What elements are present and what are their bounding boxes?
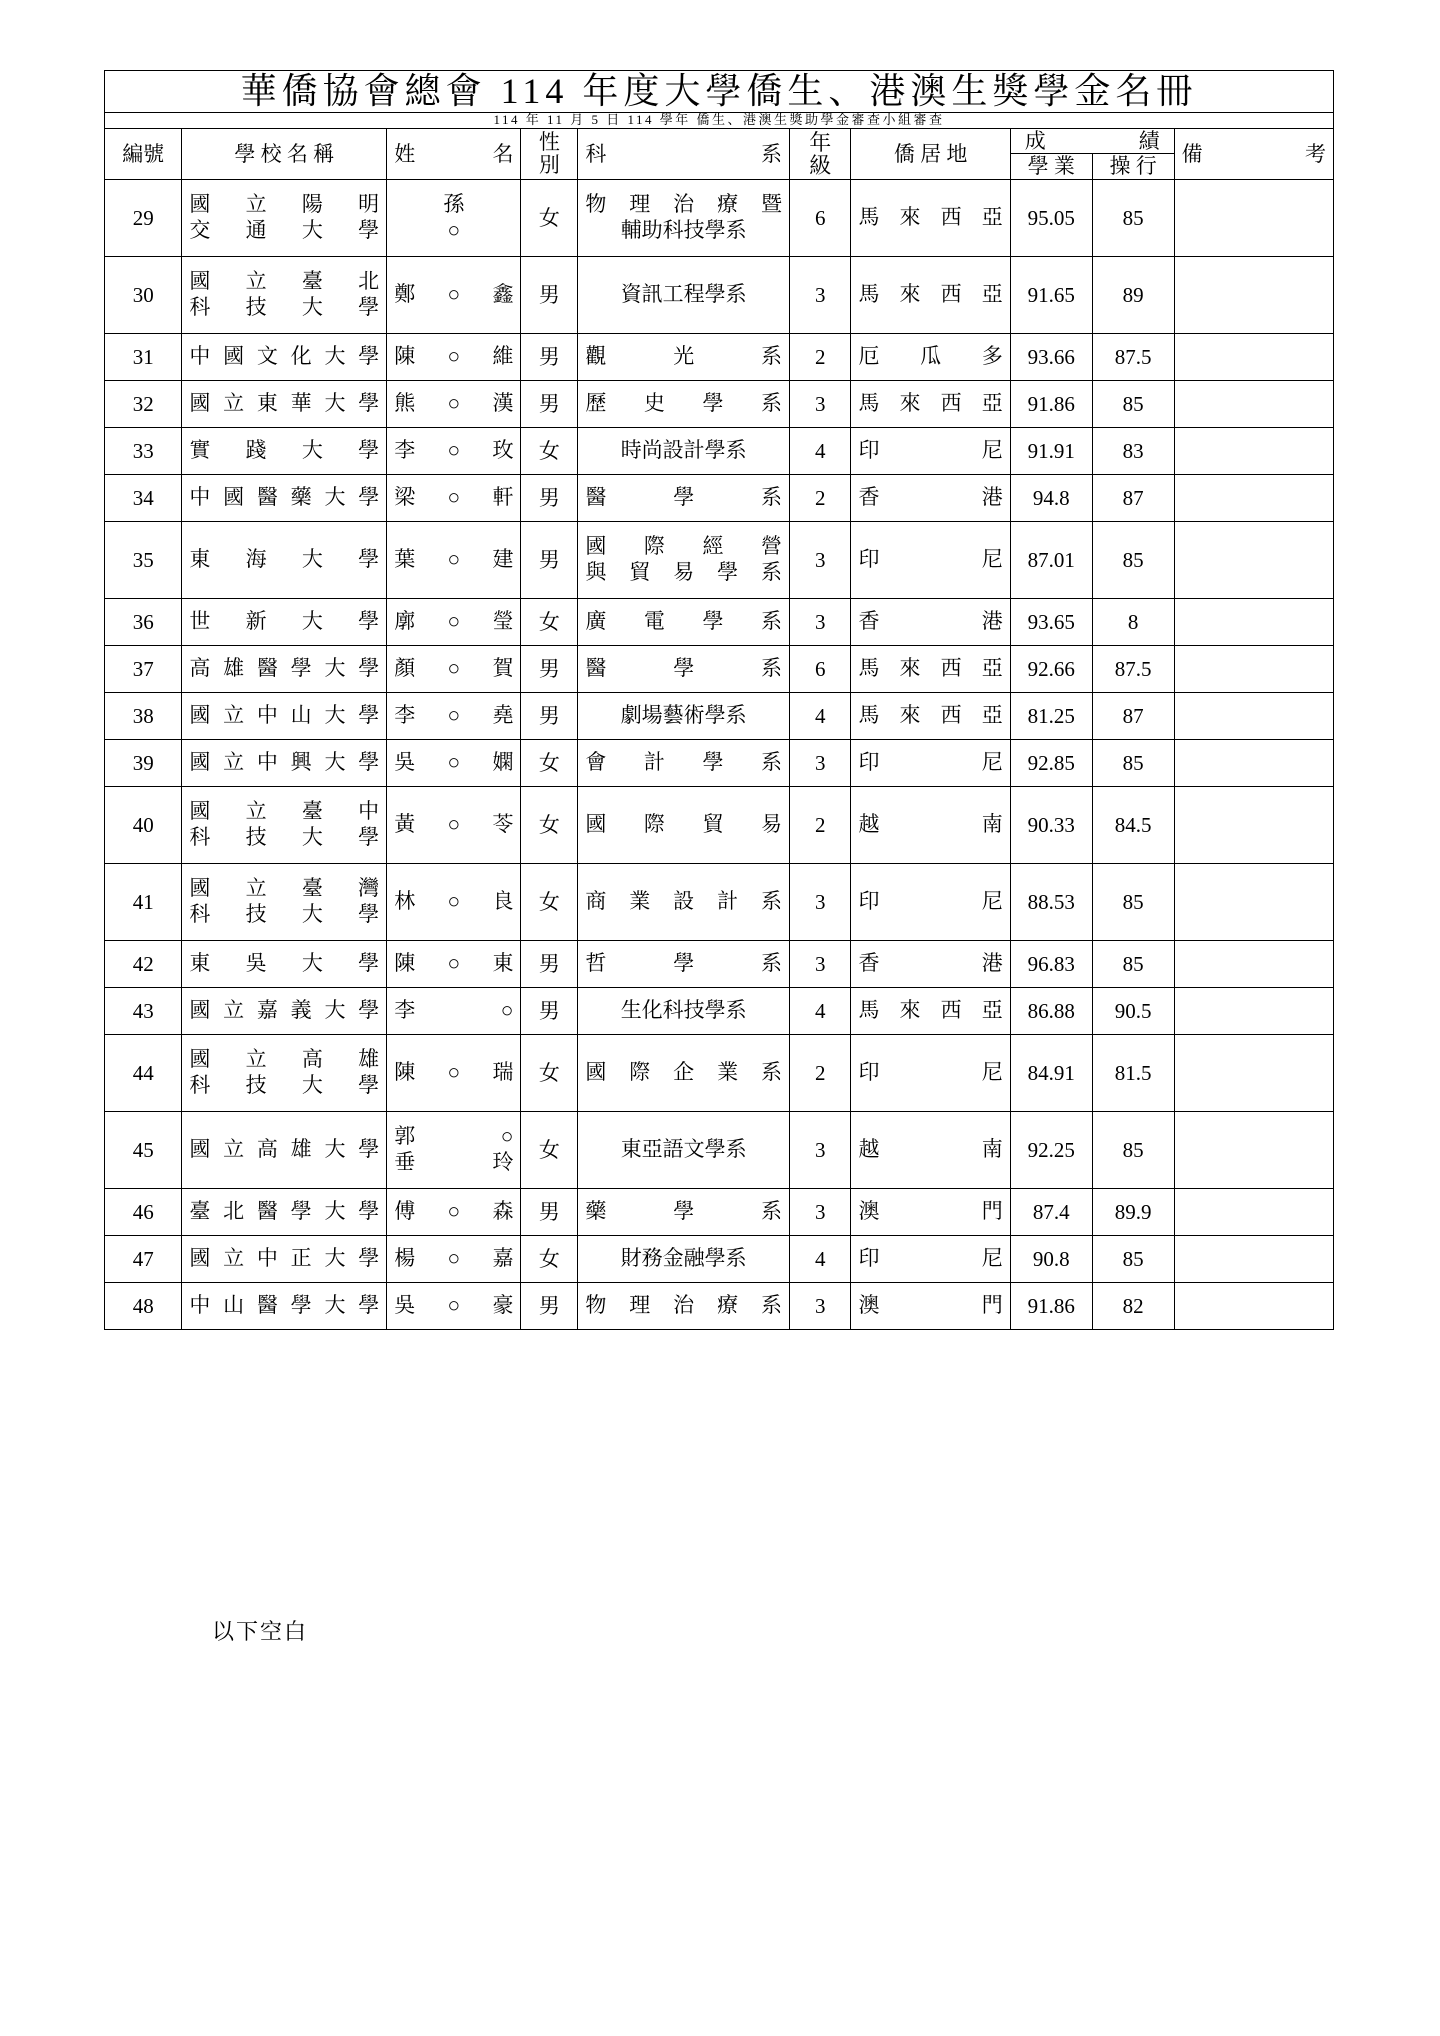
cell-grade: 3 [790, 1282, 851, 1329]
cell-id: 30 [105, 256, 182, 333]
cell-academic: 86.88 [1010, 987, 1092, 1034]
cell-remark [1174, 333, 1333, 380]
cell-id: 44 [105, 1034, 182, 1111]
cell-sex: 男 [521, 987, 578, 1034]
header-grade: 年 級 [790, 129, 851, 179]
table-row [105, 1111, 1334, 1188]
cell-academic: 93.65 [1010, 598, 1092, 645]
cell-sex: 女 [521, 786, 578, 863]
cell-sex: 女 [521, 863, 578, 940]
table-row [105, 598, 1334, 645]
cell-residence: 印 尼 [851, 427, 1010, 474]
cell-sex: 男 [521, 521, 578, 598]
cell-dept: 會 計 學 系 [578, 739, 790, 786]
cell-dept: 醫 學 系 [578, 645, 790, 692]
header-row [105, 129, 1334, 154]
cell-dept: 國 際 貿 易 [578, 786, 790, 863]
cell-conduct: 81.5 [1092, 1034, 1174, 1111]
header-residence: 僑 居 地 [851, 129, 1010, 179]
cell-name: 吳 ○ 豪 [387, 1282, 521, 1329]
cell-grade: 3 [790, 521, 851, 598]
table-row [105, 645, 1334, 692]
cell-residence: 香 港 [851, 598, 1010, 645]
cell-sex: 女 [521, 1111, 578, 1188]
cell-grade: 3 [790, 598, 851, 645]
table-row [105, 474, 1334, 521]
cell-residence: 馬 來 西 亞 [851, 692, 1010, 739]
cell-remark [1174, 1111, 1333, 1188]
table-row [105, 333, 1334, 380]
cell-id: 40 [105, 786, 182, 863]
table-row [105, 1188, 1334, 1235]
cell-grade: 3 [790, 1188, 851, 1235]
table-row [105, 692, 1334, 739]
cell-residence: 馬 來 西 亞 [851, 380, 1010, 427]
cell-school: 國 立 高 雄 大 學 [182, 1111, 387, 1188]
cell-school: 實 踐 大 學 [182, 427, 387, 474]
cell-name: 吳 ○ 嫻 [387, 739, 521, 786]
table-row [105, 940, 1334, 987]
cell-id: 41 [105, 863, 182, 940]
cell-remark [1174, 427, 1333, 474]
cell-dept: 東亞語文學系 [578, 1111, 790, 1188]
roster-table [104, 70, 1334, 1330]
cell-sex: 女 [521, 427, 578, 474]
cell-name: 葉 ○ 建 [387, 521, 521, 598]
cell-name: 熊 ○ 漢 [387, 380, 521, 427]
cell-sex: 男 [521, 1282, 578, 1329]
cell-sex: 男 [521, 940, 578, 987]
cell-name: 李 ○ 堯 [387, 692, 521, 739]
cell-dept: 商 業 設 計 系 [578, 863, 790, 940]
cell-academic: 92.85 [1010, 739, 1092, 786]
cell-remark [1174, 474, 1333, 521]
cell-dept: 生化科技學系 [578, 987, 790, 1034]
cell-grade: 3 [790, 739, 851, 786]
cell-conduct: 89 [1092, 256, 1174, 333]
cell-school: 中 山 醫 學 大 學 [182, 1282, 387, 1329]
cell-school: 中 國 文 化 大 學 [182, 333, 387, 380]
cell-dept: 物 理 治 療 暨 輔助科技學系 [578, 179, 790, 256]
cell-residence: 馬 來 西 亞 [851, 987, 1010, 1034]
cell-id: 43 [105, 987, 182, 1034]
cell-grade: 6 [790, 645, 851, 692]
cell-id: 29 [105, 179, 182, 256]
title-cell [105, 71, 1334, 113]
cell-residence: 印 尼 [851, 1235, 1010, 1282]
table-row [105, 1235, 1334, 1282]
cell-academic: 87.01 [1010, 521, 1092, 598]
cell-sex: 男 [521, 256, 578, 333]
cell-name: 郭 ○ 垂 玲 [387, 1111, 521, 1188]
cell-dept: 哲 學 系 [578, 940, 790, 987]
cell-remark [1174, 987, 1333, 1034]
roster-rows [105, 179, 1334, 1329]
cell-grade: 4 [790, 692, 851, 739]
header-sex: 性 別 [521, 129, 578, 179]
cell-name: 李 ○ [387, 987, 521, 1034]
cell-name: 梁 ○ 軒 [387, 474, 521, 521]
cell-dept: 廣 電 學 系 [578, 598, 790, 645]
cell-conduct: 85 [1092, 1111, 1174, 1188]
cell-grade: 3 [790, 940, 851, 987]
cell-residence: 越 南 [851, 1111, 1010, 1188]
cell-grade: 4 [790, 427, 851, 474]
cell-conduct: 87.5 [1092, 645, 1174, 692]
cell-remark [1174, 1188, 1333, 1235]
cell-academic: 91.86 [1010, 380, 1092, 427]
cell-sex: 男 [521, 380, 578, 427]
cell-dept: 國 際 企 業 系 [578, 1034, 790, 1111]
header-conduct: 操 行 [1092, 154, 1174, 179]
cell-sex: 男 [521, 1188, 578, 1235]
cell-school: 高 雄 醫 學 大 學 [182, 645, 387, 692]
cell-school: 國 立 中 山 大 學 [182, 692, 387, 739]
cell-id: 37 [105, 645, 182, 692]
cell-sex: 女 [521, 739, 578, 786]
cell-remark [1174, 179, 1333, 256]
cell-residence: 澳 門 [851, 1282, 1010, 1329]
cell-dept: 時尚設計學系 [578, 427, 790, 474]
table-row [105, 256, 1334, 333]
cell-academic: 87.4 [1010, 1188, 1092, 1235]
cell-grade: 3 [790, 380, 851, 427]
cell-sex: 男 [521, 692, 578, 739]
cell-name: 孫 ○ [387, 179, 521, 256]
cell-academic: 88.53 [1010, 863, 1092, 940]
cell-conduct: 85 [1092, 739, 1174, 786]
cell-residence: 澳 門 [851, 1188, 1010, 1235]
cell-name: 陳 ○ 東 [387, 940, 521, 987]
header-id: 編號 [105, 129, 182, 179]
cell-sex: 女 [521, 598, 578, 645]
cell-school: 國 立 嘉 義 大 學 [182, 987, 387, 1034]
cell-name: 李 ○ 玫 [387, 427, 521, 474]
cell-school: 國 立 陽 明 交 通 大 學 [182, 179, 387, 256]
cell-grade: 6 [790, 179, 851, 256]
cell-id: 32 [105, 380, 182, 427]
cell-remark [1174, 380, 1333, 427]
cell-dept: 財務金融學系 [578, 1235, 790, 1282]
cell-remark [1174, 1235, 1333, 1282]
cell-sex: 男 [521, 333, 578, 380]
cell-sex: 男 [521, 645, 578, 692]
page-title: 華僑協會總會 114 年度大學僑生、港澳生獎學金名冊 [240, 71, 1198, 111]
cell-name: 鄭 ○ 鑫 [387, 256, 521, 333]
cell-name: 黃 ○ 苓 [387, 786, 521, 863]
cell-conduct: 83 [1092, 427, 1174, 474]
cell-conduct: 84.5 [1092, 786, 1174, 863]
cell-id: 42 [105, 940, 182, 987]
cell-school: 東 吳 大 學 [182, 940, 387, 987]
header-academic: 學 業 [1010, 154, 1092, 179]
cell-academic: 95.05 [1010, 179, 1092, 256]
cell-remark [1174, 863, 1333, 940]
cell-sex: 男 [521, 474, 578, 521]
cell-residence: 馬 來 西 亞 [851, 179, 1010, 256]
cell-dept: 觀 光 系 [578, 333, 790, 380]
cell-residence: 印 尼 [851, 739, 1010, 786]
cell-conduct: 85 [1092, 940, 1174, 987]
cell-id: 31 [105, 333, 182, 380]
cell-residence: 越 南 [851, 786, 1010, 863]
cell-remark [1174, 940, 1333, 987]
cell-conduct: 85 [1092, 521, 1174, 598]
cell-grade: 4 [790, 987, 851, 1034]
cell-grade: 3 [790, 256, 851, 333]
table-row [105, 179, 1334, 256]
cell-id: 47 [105, 1235, 182, 1282]
cell-remark [1174, 739, 1333, 786]
cell-conduct: 85 [1092, 1235, 1174, 1282]
cell-id: 36 [105, 598, 182, 645]
cell-school: 東 海 大 學 [182, 521, 387, 598]
cell-academic: 91.91 [1010, 427, 1092, 474]
header-score-group: 成 績 [1010, 129, 1174, 154]
cell-school: 國 立 中 興 大 學 [182, 739, 387, 786]
cell-id: 45 [105, 1111, 182, 1188]
table-row [105, 521, 1334, 598]
cell-remark [1174, 256, 1333, 333]
cell-conduct: 82 [1092, 1282, 1174, 1329]
cell-academic: 91.86 [1010, 1282, 1092, 1329]
cell-academic: 92.66 [1010, 645, 1092, 692]
cell-dept: 歷 史 學 系 [578, 380, 790, 427]
cell-dept: 資訊工程學系 [578, 256, 790, 333]
cell-conduct: 89.9 [1092, 1188, 1174, 1235]
cell-id: 39 [105, 739, 182, 786]
cell-academic: 91.65 [1010, 256, 1092, 333]
cell-residence: 馬 來 西 亞 [851, 256, 1010, 333]
cell-sex: 女 [521, 1034, 578, 1111]
cell-conduct: 85 [1092, 179, 1174, 256]
cell-id: 34 [105, 474, 182, 521]
cell-school: 國 立 臺 灣 科 技 大 學 [182, 863, 387, 940]
header-remark: 備 考 [1174, 129, 1333, 179]
cell-conduct: 87 [1092, 692, 1174, 739]
cell-conduct: 87 [1092, 474, 1174, 521]
cell-dept: 醫 學 系 [578, 474, 790, 521]
cell-residence: 香 港 [851, 940, 1010, 987]
cell-school: 臺 北 醫 學 大 學 [182, 1188, 387, 1235]
cell-name: 楊 ○ 嘉 [387, 1235, 521, 1282]
subtitle-cell [105, 113, 1334, 129]
cell-remark [1174, 645, 1333, 692]
cell-remark [1174, 786, 1333, 863]
cell-remark [1174, 521, 1333, 598]
cell-academic: 84.91 [1010, 1034, 1092, 1111]
cell-conduct: 85 [1092, 863, 1174, 940]
cell-school: 國 立 東 華 大 學 [182, 380, 387, 427]
cell-academic: 94.8 [1010, 474, 1092, 521]
cell-grade: 2 [790, 786, 851, 863]
cell-id: 48 [105, 1282, 182, 1329]
cell-grade: 2 [790, 474, 851, 521]
cell-residence: 印 尼 [851, 863, 1010, 940]
cell-academic: 90.33 [1010, 786, 1092, 863]
cell-id: 46 [105, 1188, 182, 1235]
cell-sex: 女 [521, 1235, 578, 1282]
cell-conduct: 87.5 [1092, 333, 1174, 380]
cell-grade: 3 [790, 1111, 851, 1188]
cell-grade: 2 [790, 1034, 851, 1111]
table-row [105, 1282, 1334, 1329]
cell-conduct: 90.5 [1092, 987, 1174, 1034]
cell-grade: 4 [790, 1235, 851, 1282]
cell-residence: 厄 瓜 多 [851, 333, 1010, 380]
cell-id: 33 [105, 427, 182, 474]
cell-academic: 96.83 [1010, 940, 1092, 987]
cell-dept: 劇場藝術學系 [578, 692, 790, 739]
cell-academic: 90.8 [1010, 1235, 1092, 1282]
header-dept: 科 系 [578, 129, 790, 179]
title-row [105, 71, 1334, 113]
cell-remark [1174, 692, 1333, 739]
table-row [105, 1034, 1334, 1111]
cell-id: 35 [105, 521, 182, 598]
cell-dept: 藥 學 系 [578, 1188, 790, 1235]
scholarship-roster [104, 70, 1334, 1644]
header-school: 學 校 名 稱 [182, 129, 387, 179]
subtitle-row [105, 113, 1334, 129]
cell-school: 中 國 醫 藥 大 學 [182, 474, 387, 521]
table-row [105, 380, 1334, 427]
table-row [105, 739, 1334, 786]
cell-remark [1174, 598, 1333, 645]
cell-academic: 92.25 [1010, 1111, 1092, 1188]
review-note: 114 年 11 月 5 日 114 學年 僑生、港澳生獎助學金審查小組審查 [493, 112, 945, 128]
table-row [105, 786, 1334, 863]
cell-academic: 93.66 [1010, 333, 1092, 380]
cell-dept: 物 理 治 療 系 [578, 1282, 790, 1329]
cell-residence: 香 港 [851, 474, 1010, 521]
header-name: 姓 名 [387, 129, 521, 179]
cell-conduct: 8 [1092, 598, 1174, 645]
cell-remark [1174, 1282, 1333, 1329]
cell-name: 傅 ○ 森 [387, 1188, 521, 1235]
cell-name: 顏 ○ 賀 [387, 645, 521, 692]
cell-name: 林 ○ 良 [387, 863, 521, 940]
cell-remark [1174, 1034, 1333, 1111]
cell-academic: 81.25 [1010, 692, 1092, 739]
table-row [105, 427, 1334, 474]
cell-dept: 國 際 經 營 與 貿 易 學 系 [578, 521, 790, 598]
cell-sex: 女 [521, 179, 578, 256]
cell-name: 廓 ○ 瑩 [387, 598, 521, 645]
cell-school: 國 立 高 雄 科 技 大 學 [182, 1034, 387, 1111]
cell-name: 陳 ○ 瑞 [387, 1034, 521, 1111]
cell-conduct: 85 [1092, 380, 1174, 427]
cell-id: 38 [105, 692, 182, 739]
footer-note: 以下空白 [212, 1619, 309, 1644]
cell-residence: 印 尼 [851, 1034, 1010, 1111]
cell-school: 國 立 臺 中 科 技 大 學 [182, 786, 387, 863]
cell-school: 國 立 中 正 大 學 [182, 1235, 387, 1282]
cell-grade: 2 [790, 333, 851, 380]
table-row [105, 863, 1334, 940]
cell-school: 國 立 臺 北 科 技 大 學 [182, 256, 387, 333]
cell-school: 世 新 大 學 [182, 598, 387, 645]
cell-residence: 馬 來 西 亞 [851, 645, 1010, 692]
table-row [105, 987, 1334, 1034]
cell-residence: 印 尼 [851, 521, 1010, 598]
cell-grade: 3 [790, 863, 851, 940]
cell-name: 陳 ○ 維 [387, 333, 521, 380]
